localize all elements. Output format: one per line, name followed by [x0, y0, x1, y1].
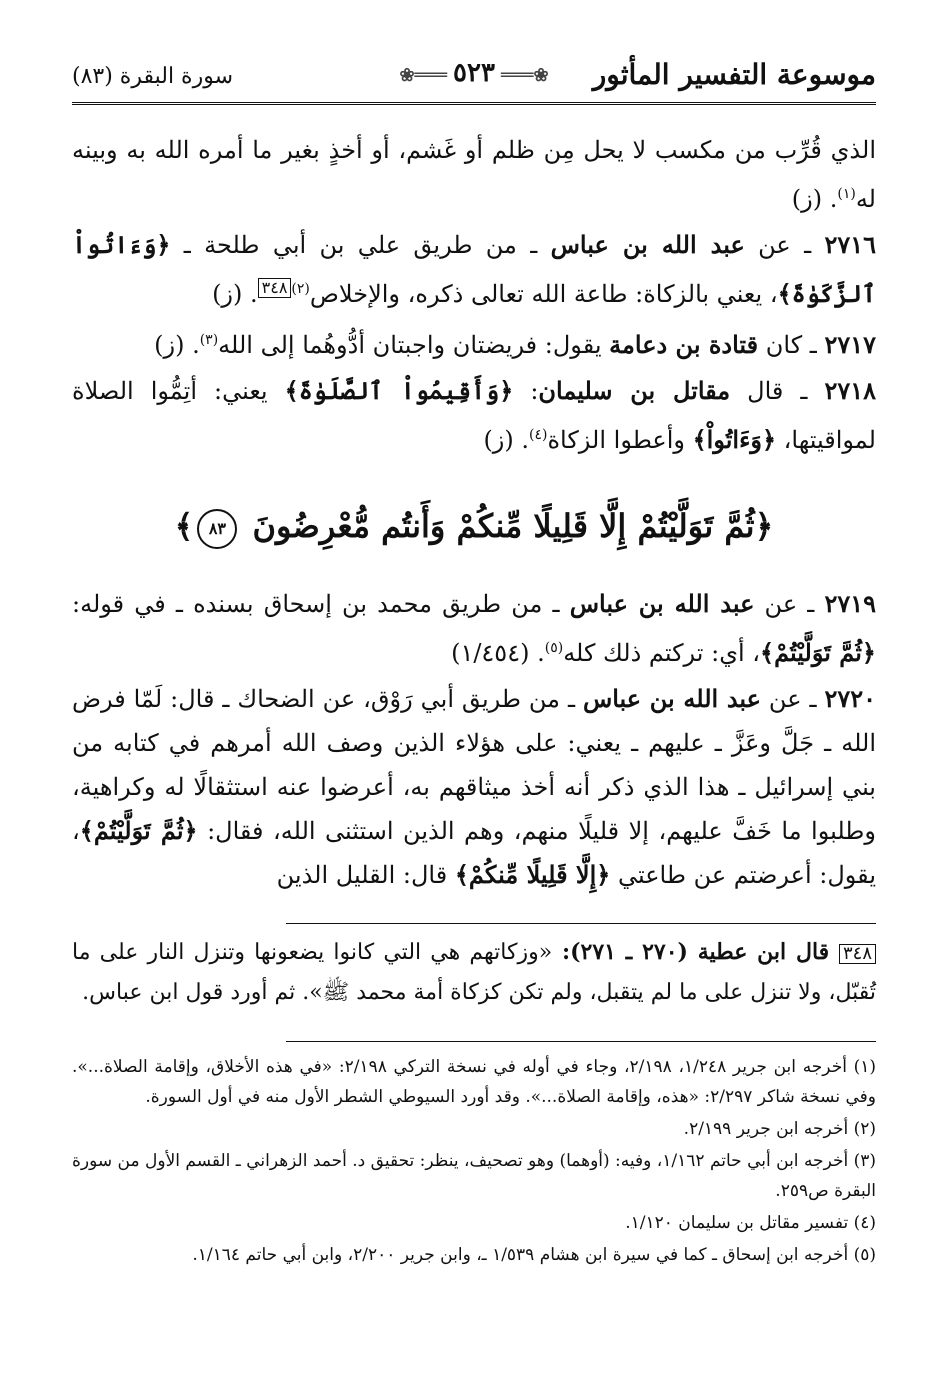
- footnote: (٥) أخرجه ابن إسحاق ـ كما في سيرة ابن هشام ١/٥٣٩ ـ، وابن جرير ٢/٢٠٠، وابن أبي حاتم ١/١٦٤.: [192, 1245, 876, 1265]
- ayah-number-marker: ٨٣: [197, 509, 237, 549]
- ayah-heading: ﴿ثُمَّ تَوَلَّيْتُمْ إِلَّا قَلِيلًا مِّنكُمْ وَأَنتُم مُّعْرِضُونَ ٨٣﴾: [72, 502, 876, 550]
- page-number: ٥٢٣: [453, 58, 495, 88]
- narrator-name: عبد الله بن عباس: [582, 684, 761, 713]
- commentary-note: [72, 932, 876, 1013]
- book-page: [72, 48, 876, 1272]
- narration-2720: ٢٧٢٠ ـ عن عبد الله بن عباس ـ من طريق أبي رَوْق، عن الضحاك ـ قال: لَمّا فرض الله ـ جَلَّ وعَزَّ ـ عليهم ـ يعني: على هؤلاء الذين وصف الله أمرهم في كتابه من بني إسرائيل ـ هذا الذي ذكر أنه أخذ ميثاقهم به، أعرضوا عنه استثقالًا له وكراهية، وطلبوا ما خَفَّ عليهم، إلا قليلًا منهم، وهم الذين استثنى الله، فقال: ﴿ثُمَّ تَوَلَّيْتُمْ﴾، يقول: أعرضتم عن طاعتي ﴿إِلَّا قَلِيلًا مِّنكُمْ﴾ قال: القليل الذين: [72, 684, 876, 889]
- ornament-icon: ❀═══: [500, 65, 549, 86]
- ornament-icon: ═══❀: [399, 65, 448, 86]
- footnote: (٢) أخرجه ابن جرير ٢/١٩٩.: [683, 1119, 876, 1139]
- narrator-name: عبد الله بن عباس: [569, 589, 755, 618]
- header-rule: [72, 102, 876, 105]
- commentary-ref-box[interactable]: ٣٤٨: [258, 278, 292, 298]
- narration-number: ٢٧١٦: [824, 230, 876, 259]
- footnote: (٤) تفسير مقاتل بن سليمان ١/١٢٠.: [625, 1213, 876, 1233]
- narrator-name: عبد الله بن عباس: [550, 230, 745, 259]
- quran-quote: ﴿ثُمَّ تَوَلَّيْتُمْ﴾: [760, 638, 876, 667]
- narration-2719: ٢٧١٩ ـ عن عبد الله بن عباس ـ من طريق محمد بن إسحاق بسنده ـ في قوله: ﴿ثُمَّ تَوَلَّيْتُمْ﴾، أي: تركتم ذلك كله$^{(٥)}$. (١/٤٥٤): [72, 589, 877, 667]
- surah-title: سورة البقرة (٨٣): [72, 64, 234, 89]
- footnote-ref[interactable]: (٤): [529, 427, 548, 443]
- narrator-name: قتادة بن دعامة: [609, 330, 759, 359]
- commentary-separator: [286, 923, 876, 924]
- footnote-ref[interactable]: (٣): [199, 332, 219, 348]
- footnotes-separator: [286, 1041, 876, 1042]
- narration-2717: ٢٧١٧ ـ كان قتادة بن دعامة يقول: فريضتان واجبتان أدُّوهُما إلى الله$^{(٣)}$. (ز): [154, 330, 876, 359]
- narrator-name: مقاتل بن سليمان: [538, 376, 731, 405]
- footnote-ref[interactable]: (٢): [291, 281, 310, 297]
- narration-number: ٢٧١٩: [824, 589, 877, 618]
- quran-quote: ﴿وَءَاتُواْ﴾: [692, 425, 777, 454]
- narration-number: ٢٧٢٠: [824, 684, 876, 713]
- narration-number: ٢٧١٨: [824, 376, 877, 405]
- quran-quote: ﴿إِلَّا قَلِيلًا مِّنكُمْ﴾: [454, 860, 611, 889]
- footnotes: [72, 1052, 876, 1270]
- footnote-ref[interactable]: (١): [837, 186, 856, 202]
- commentary-text: «وزكاتهم هي التي كانوا يضعونها وتنزل النار على ما تُقبّل، ولا تنزل على ما لم يتقبل، ولم تكن كزكاة أمة محمد ﷺ». ثم أورد قول ابن عباس.: [72, 940, 876, 1005]
- main-text: [72, 128, 876, 897]
- paragraph-continuation: الذي قُرِّب من مكسب لا يحل مِن ظلم أو غَشم، أو أخذٍ بغير ما أمره الله به وبينه له$^{(١)}$. (ز): [72, 136, 876, 213]
- page-number-block: [393, 58, 554, 88]
- narration-2718: ٢٧١٨ ـ قال مقاتل بن سليمان: ﴿وَأَقِيمُواْ ٱلصَّلَوٰةَ﴾ يعني: أتِمُّوا الصلاة لمواقيتها، ﴿وَءَاتُواْ﴾ وأعطوا الزكاة$^{(٤)}$. (ز): [72, 376, 877, 454]
- footnote: (١) أخرجه ابن جرير ١/٢٤٨، ٢/١٩٨، وجاء في أوله في نسخة التركي ٢/١٩٨: «في هذه الأخلاق، وإقامة الصلاة...». وفي نسخة شاكر ٢/٢٩٧: «هذه، وإقامة الصلاة...». وقد أورد السيوطي الشطر الأول منه في أول السورة.: [72, 1057, 877, 1107]
- commentary-number-box: ٣٤٨: [839, 944, 876, 964]
- footnote-ref[interactable]: (٥): [544, 640, 564, 656]
- footnote: (٣) أخرجه ابن أبي حاتم ١/١٦٢، وفيه: (أوهما) وهو تصحيف، ينظر: تحقيق د. أحمد الزهراني ـ القسم الأول من سورة البقرة ص٢٥٩.: [72, 1151, 877, 1201]
- commentary-label: قال ابن عطية (٢٧٠ ـ ٢٧١):: [552, 939, 839, 965]
- quran-quote: ﴿وَأَقِيمُواْ ٱلصَّلَوٰةَ﴾: [284, 376, 514, 405]
- quran-quote: ﴿وَءَاتُواْ ٱلزَّكَوٰةَ﴾: [72, 230, 876, 308]
- narration-number: ٢٧١٧: [824, 330, 876, 359]
- quran-quote: ﴿ثُمَّ تَوَلَّيْتُمْ﴾: [79, 816, 198, 845]
- narration-2716: ٢٧١٦ ـ عن عبد الله بن عباس ـ من طريق علي بن أبي طلحة ـ ﴿وَءَاتُواْ ٱلزَّكَوٰةَ﴾، يعني بالزكاة: طاعة الله تعالى ذكره، والإخلاص$^{(٢)}$٣٤٨. (ز): [72, 230, 876, 308]
- page-header: [72, 48, 876, 96]
- running-title: موسوعة التفسير المأثور: [592, 58, 876, 91]
